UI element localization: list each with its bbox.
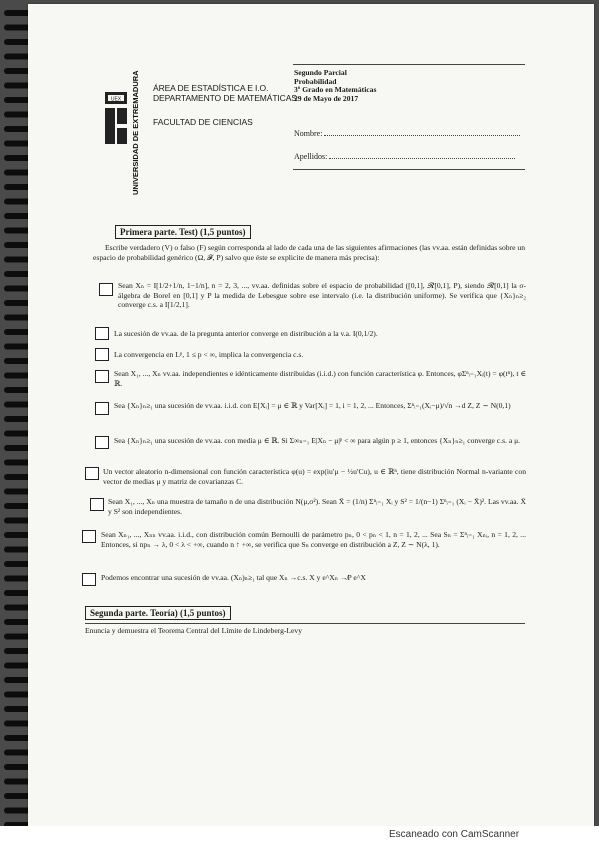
part2-title: Segunda parte. Teoría) (1,5 puntos)	[85, 606, 231, 620]
name-field[interactable]	[294, 128, 520, 138]
part1-intro: Escribe verdadero (V) o falso (F) según corresponda al lado de cada una de las siguientes afirmaciones (las vv.aa. están definidas sobre un espacio de probabilidad genérico (Ω, 𝓕, P) salvo que éste se explicite de manera más precisa):	[93, 243, 525, 262]
answer-box-3[interactable]	[95, 348, 109, 361]
question-10: Podemos encontrar una sucesión de vv.aa. (Xₙ)ₙ≥₁ tal que Xₙ →c.s. X y e^Xₙ ↛P e^X	[101, 573, 366, 582]
question-7: Un vector aleatorio n-dimensional con función característica φ(u) = exp(iu′μ − ½u′Cu), u ∈ ℝⁿ, tiene distribución Normal n-variante con vector de medias μ y matriz de covarianzas C.	[103, 467, 526, 486]
faculty-name: FACULTAD DE CIENCIAS	[153, 117, 253, 127]
area-name: ÁREA DE ESTADÍSTICA E I.O.	[153, 83, 269, 93]
answer-box-10[interactable]	[82, 573, 96, 586]
answer-box-6[interactable]	[95, 436, 109, 449]
exam-subject: Probabilidad	[294, 76, 337, 86]
answer-box-1[interactable]	[99, 283, 113, 296]
part1-title: Primera parte. Test) (1,5 puntos)	[115, 225, 251, 239]
scanner-watermark: Escaneado con CamScanner	[389, 829, 520, 840]
svg-text:UNIVERSIDAD DE EXTREMADURA: UNIVERSIDAD DE EXTREMADURA	[131, 70, 140, 195]
name-dotted-line[interactable]	[324, 128, 520, 136]
part2-rule	[85, 623, 525, 624]
surname-label: Apellidos:	[294, 152, 328, 161]
question-6: Sea {Xₙ}ₙ≥₁ una sucesión de vv.aa. con media μ ∈ ℝ. Si Σ∞ₙ₌₁ E|Xₙ − μ|ᵖ < ∞ para algún p ≥ 1, entonces {Xₙ}ₙ≥₁ converge c.s. a μ.	[114, 436, 521, 445]
answer-box-9[interactable]	[82, 530, 96, 543]
department-block	[153, 83, 297, 103]
part2-text: Enuncia y demuestra el Teorema Central del Límite de Lindeberg-Levy	[85, 626, 303, 635]
exam-date: 29 de Mayo de 2017	[294, 93, 359, 103]
surname-field[interactable]	[294, 151, 515, 161]
department-name: DEPARTAMENTO DE MATEMÁTICAS	[153, 93, 297, 103]
question-3: La convergencia en Lᵖ, 1 ≤ p < ∞, implica la convergencia c.s.	[114, 350, 304, 359]
answer-box-8[interactable]	[90, 498, 104, 511]
question-1: Sean Xₙ = I[1/2+1/n, 1−1/n], n = 2, 3, ..., vv.aa. definidas sobre el espacio de probabilidad ([0,1], 𝓡[0,1], P), siendo 𝓡[0,1] la σ-álgebra de Borel en [0,1] y P la medida de Lebesgue sobre ese intervalo (i.e. la distribución uniforme). Se verifica que {Xₙ}ₙ≥₂ converge c.s. a I[1/2,1].	[118, 281, 526, 310]
question-4: Sean X₁, ..., Xₙ vv.aa. independientes e idénticamente distribuidas (i.i.d.) con función característica φ. Entonces, φΣⁿᵢ₌₁Xᵢ(t) = φ(tⁿ), t ∈ ℝ.	[114, 369, 526, 388]
surname-dotted-line[interactable]	[329, 151, 515, 159]
name-label: Nombre:	[294, 129, 323, 138]
svg-text:UEX: UEX	[110, 96, 122, 103]
exam-title: Segundo Parcial	[294, 68, 347, 77]
answer-box-5[interactable]	[95, 402, 109, 415]
answer-box-4[interactable]	[95, 370, 109, 383]
question-9: Sean Xₙ₁, ..., Xₙₙ vv.aa. i.i.d., con distribución común Bernoulli de parámetro pₙ, 0 < pₙ < 1, n = 1, 2, ... Sea Sₙ = Σⁿᵢ₌₁ Xₙᵢ, n = 1, 2, ... Entonces, si npₙ → λ, 0 < λ < +∞, cuando n ↑ +∞, se verifica que Sₙ converge en distribución a Z, Z ∼ N(λ, 1).	[101, 530, 526, 549]
exam-degree: 3º Grado en Matemáticas	[294, 85, 377, 95]
question-8: Sean X₁, ..., Xₙ una muestra de tamaño n de una distribución N(μ,σ²). Sean X̄ = (1/n) Σⁿᵢ₌₁ Xᵢ y S² = 1/(n−1) Σⁿᵢ₌₁ (Xᵢ − X̄)². Las vv.aa. X̄ y S² son independientes.	[108, 497, 526, 516]
university-logo	[103, 90, 137, 146]
header-rule-bottom	[293, 169, 525, 170]
exam-info	[294, 69, 376, 103]
header-rule	[293, 64, 525, 65]
answer-box-7[interactable]	[85, 467, 99, 480]
question-2: La sucesión de vv.aa. de la pregunta anterior converge en distribución a la v.a. I(0,1/2).	[114, 329, 378, 338]
question-5: Sea {Xₙ}ₙ≥₁ una sucesión de vv.aa. i.i.d. con E[Xᵢ] = μ ∈ ℝ y Var[Xᵢ] = 1, i = 1, 2, ... Entonces, Σⁿᵢ₌₁(Xᵢ−μ)/√n →d Z, Z ∼ N(0,1)	[114, 401, 511, 410]
answer-box-2[interactable]	[95, 327, 109, 340]
